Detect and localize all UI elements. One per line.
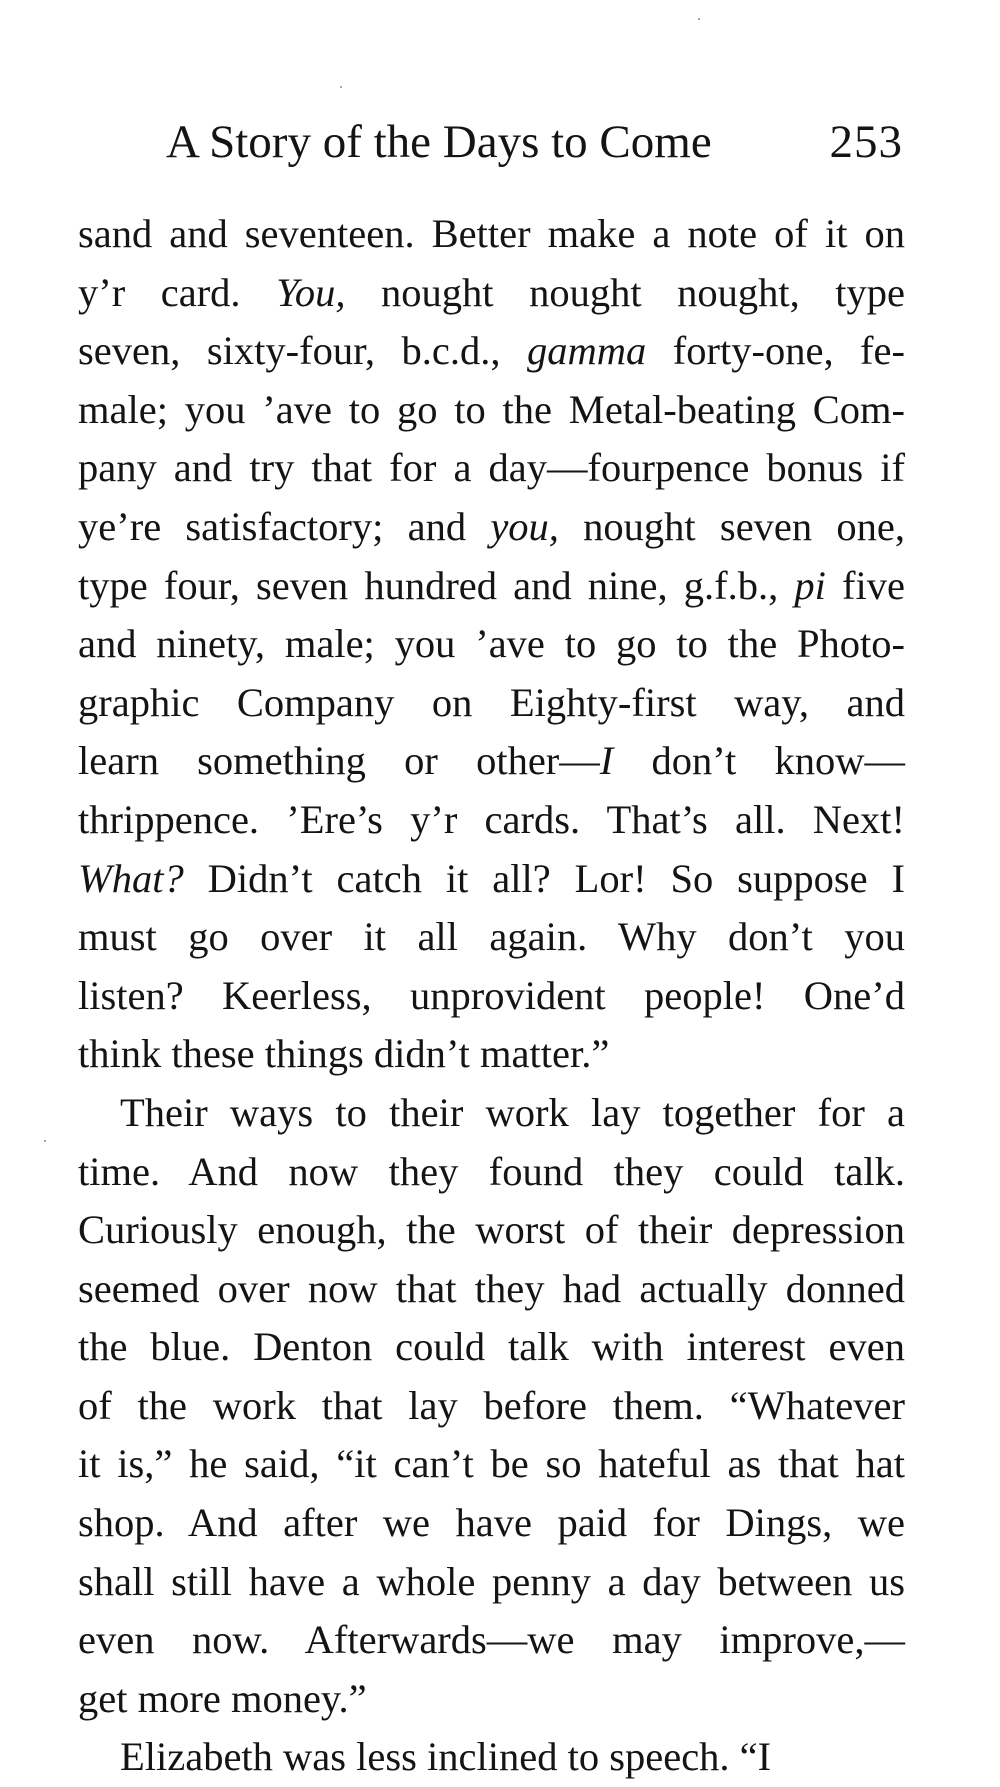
text-line: Their ways to their work lay together for a <box>120 1089 905 1135</box>
body-text <box>78 205 905 1787</box>
text-line: pany and try that for a day—fourpence bonus if <box>78 445 905 491</box>
text-line: ye’re satisfactory; and you, nought seven one, <box>78 503 905 549</box>
page-number: 253 <box>829 116 903 168</box>
text-line: learn something or other—I don’t know— <box>78 738 905 784</box>
running-head <box>158 112 903 172</box>
text-line: male; you ’ave to go to the Metal-beating Com- <box>78 386 905 432</box>
text-line: type four, seven hundred and nine, g.f.b., pi five <box>78 562 906 608</box>
text-line: think these things didn’t matter.” <box>78 1031 610 1077</box>
text-line: y’r card. You, nought nought nought, type <box>78 269 905 315</box>
text-line: thrippence. ’Ere’s y’r cards. That’s all. Next! <box>78 796 905 842</box>
text-line: listen? Keerless, unprovident people! One’d <box>78 972 905 1018</box>
text-line: Elizabeth was less inclined to speech. “I <box>120 1734 772 1780</box>
text-line: of the work that lay before them. “Whatever <box>78 1382 905 1428</box>
text-line: graphic Company on Eighty-first way, and <box>78 679 905 725</box>
scan-speck <box>340 86 342 88</box>
text-line: the blue. Denton could talk with interest even <box>78 1324 905 1370</box>
text-line: even now. Afterwards—we may improve,— <box>78 1617 905 1663</box>
text-line: and ninety, male; you ’ave to go to the Photo- <box>78 621 905 667</box>
text-line: must go over it all again. Why don’t you <box>78 914 905 960</box>
scan-speck <box>698 18 700 20</box>
text-line: time. And now they found they could talk. <box>78 1148 905 1194</box>
text-line: shop. And after we have paid for Dings, we <box>78 1500 905 1546</box>
running-head-title: A Story of the Days to Come <box>166 116 712 168</box>
text-line: seemed over now that they had actually donned <box>78 1265 905 1311</box>
text-line: get more money.” <box>78 1675 367 1721</box>
text-line: it is,” he said, “it can’t be so hateful as that hat <box>78 1441 905 1487</box>
text-line: What? Didn’t catch it all? Lor! So suppose I <box>78 855 905 901</box>
text-line: seven, sixty-four, b.c.d., gamma forty-one, fe- <box>78 328 906 374</box>
scan-speck <box>44 1140 46 1142</box>
text-line: Curiously enough, the worst of their depression <box>78 1207 905 1253</box>
text-line: shall still have a whole penny a day between us <box>78 1558 905 1604</box>
text-line: sand and seventeen. Better make a note of it on <box>78 211 905 256</box>
